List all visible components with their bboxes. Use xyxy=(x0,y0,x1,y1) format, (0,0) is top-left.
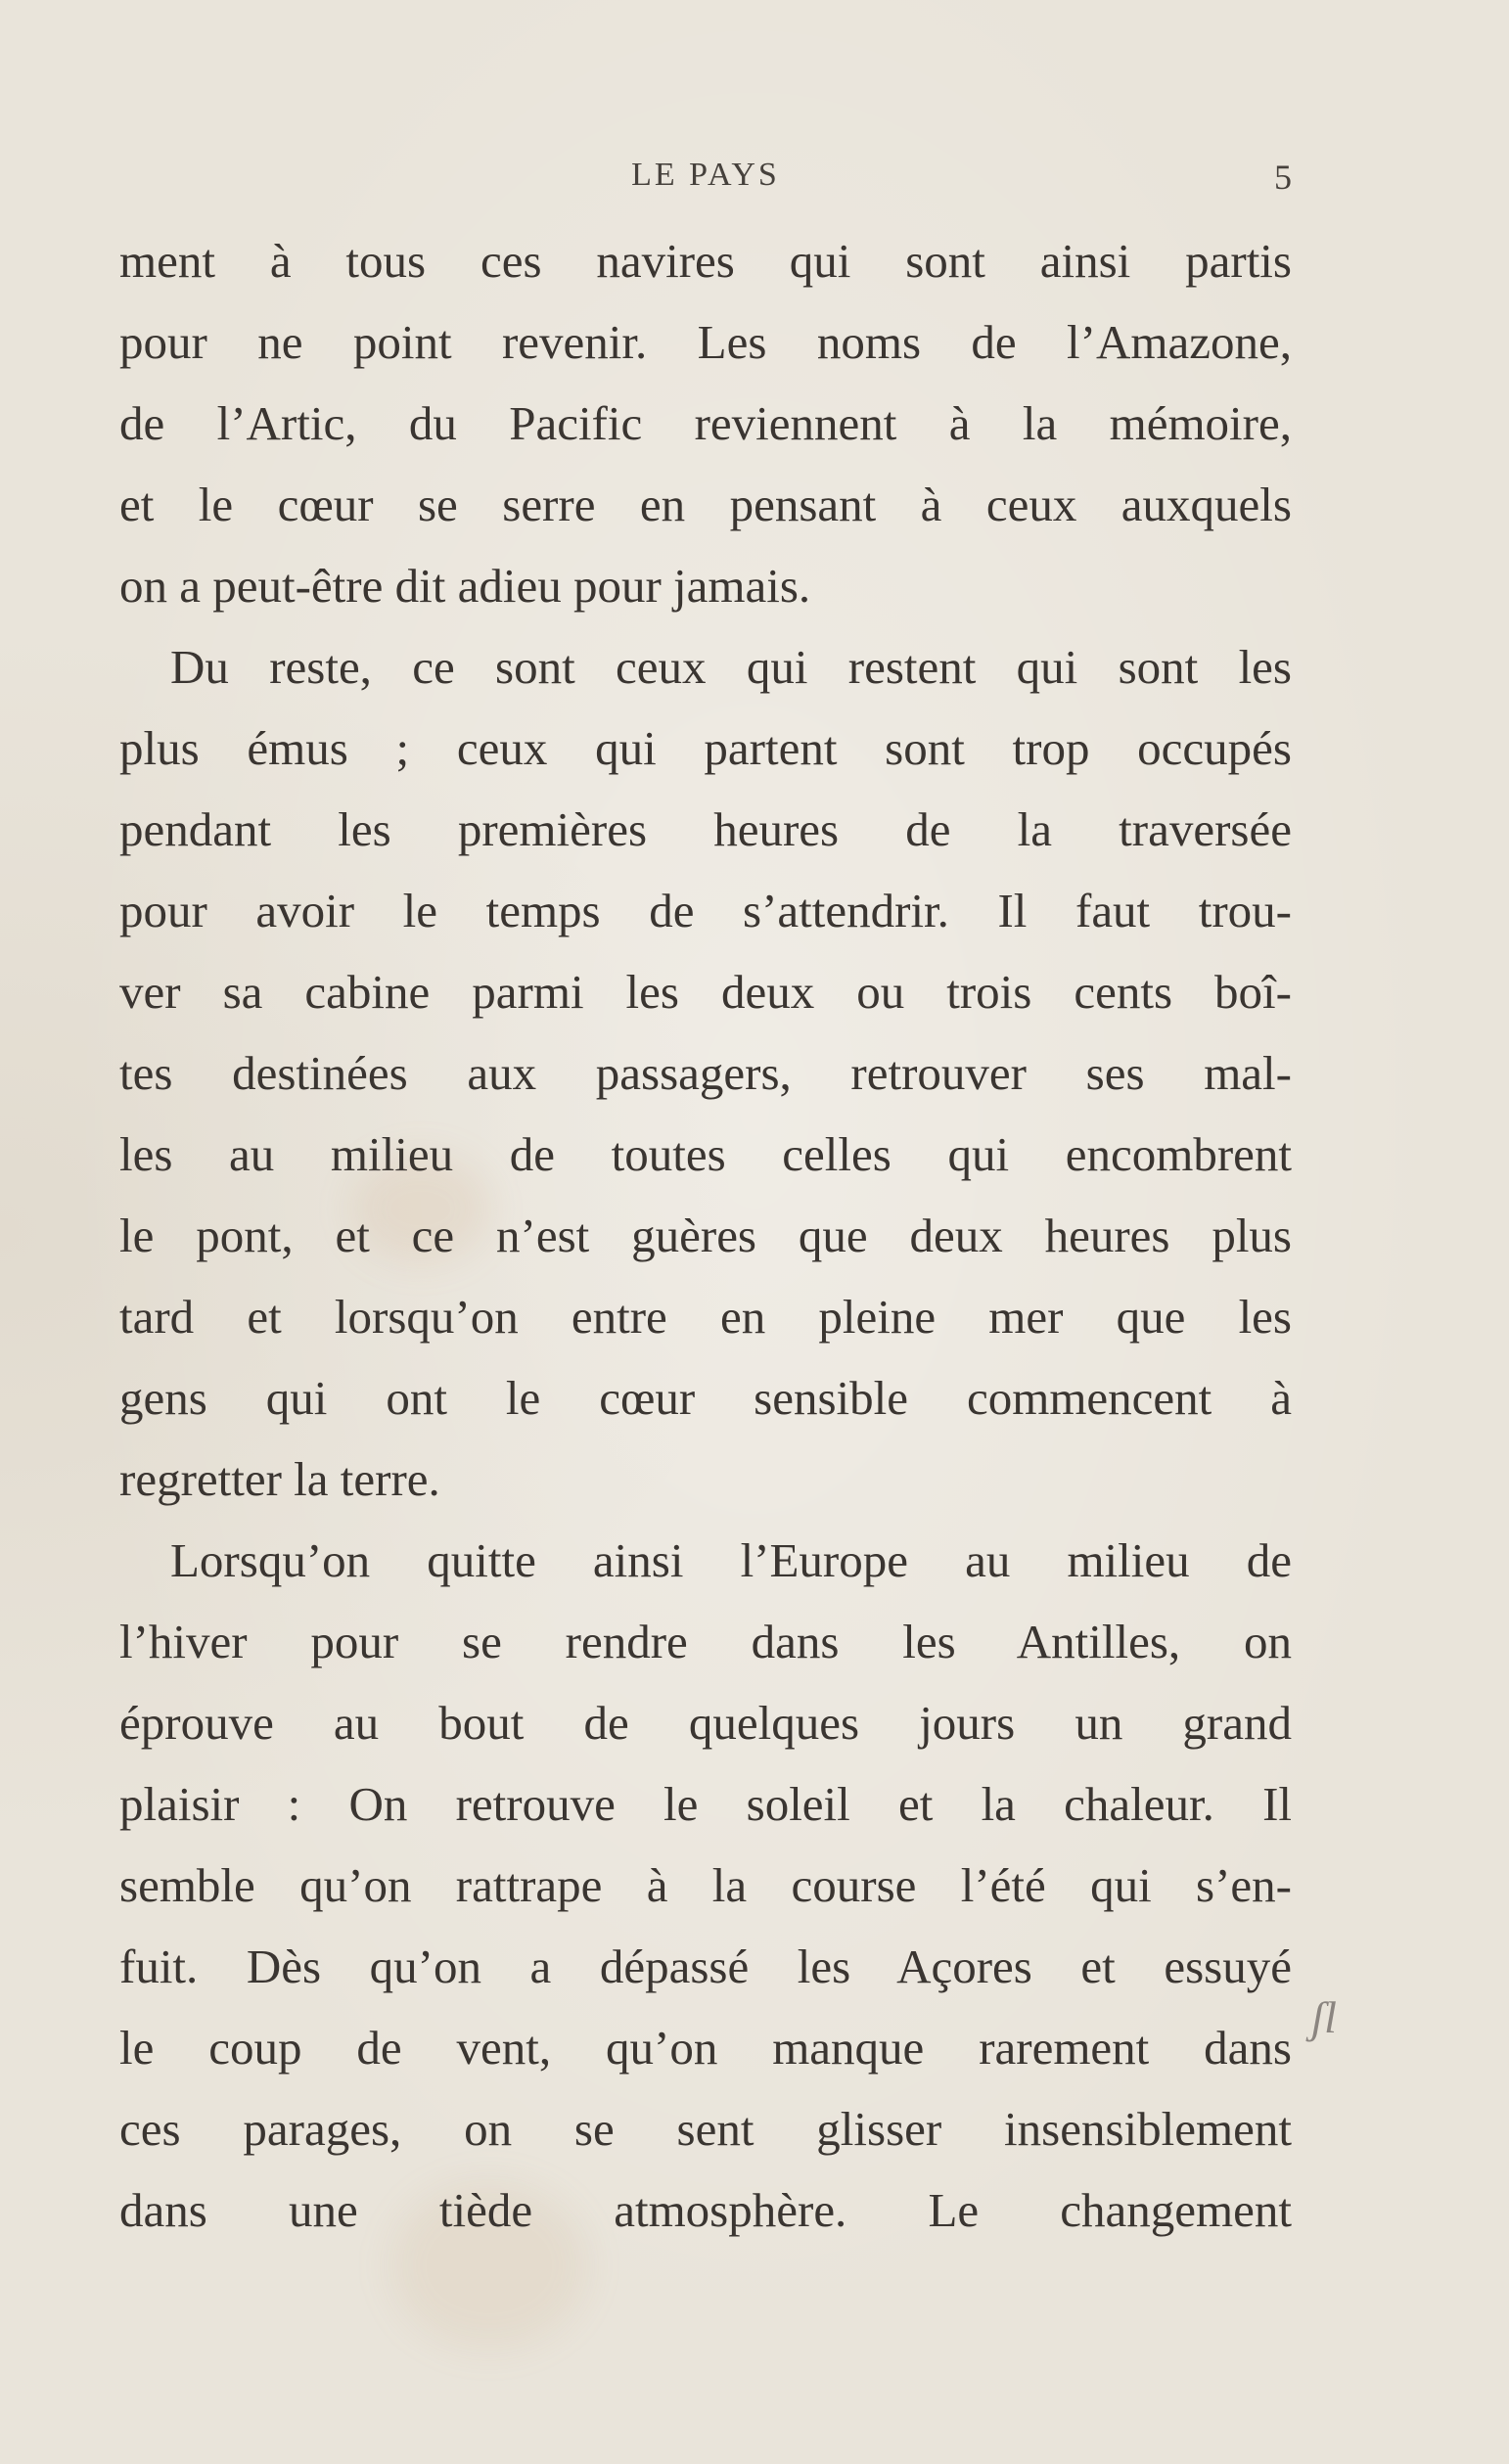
text-line: et le cœur se serre en pensant à ceux auxquels xyxy=(119,478,1292,531)
text-line: tard et lorsqu’on entre en pleine mer que les xyxy=(119,1290,1292,1344)
text-line: pour ne point revenir. Les noms de l’Amazone, xyxy=(119,315,1292,369)
body-text xyxy=(119,220,1292,2251)
page-number: 5 xyxy=(1274,158,1292,197)
text-line: tes destinées aux passagers, retrouver ses mal- xyxy=(119,1046,1292,1100)
text-line: plus émus ; ceux qui partent sont trop occupés xyxy=(119,721,1292,775)
page-header xyxy=(119,157,1292,205)
text-line: pendant les premières heures de la traversée xyxy=(119,802,1292,856)
text-line: Lorsqu’on quitte ainsi l’Europe au milieu de xyxy=(170,1533,1292,1587)
text-line: ment à tous ces navires qui sont ainsi partis xyxy=(119,234,1292,288)
text-line: les au milieu de toutes celles qui encombrent xyxy=(119,1127,1292,1181)
text-line: le pont, et ce n’est guères que deux heures plus xyxy=(119,1209,1292,1262)
text-line: de l’Artic, du Pacific reviennent à la mémoire, xyxy=(119,396,1292,450)
text-line: ver sa cabine parmi les deux ou trois cents boî- xyxy=(119,965,1292,1019)
text-line: on a peut-être dit adieu pour jamais. xyxy=(119,559,811,613)
text-line: fuit. Dès qu’on a dépassé les Açores et essuyé xyxy=(119,1939,1292,1993)
text-line: plaisir : On retrouve le soleil et la chaleur. Il xyxy=(119,1777,1292,1831)
running-title: LE PAYS xyxy=(631,157,780,193)
text-line: regretter la terre. xyxy=(119,1452,440,1506)
text-line: éprouve au bout de quelques jours un grand xyxy=(119,1696,1292,1750)
text-line: ces parages, on se sent glisser insensiblement xyxy=(119,2102,1292,2156)
text-line: semble qu’on rattrape à la course l’été qui s’en- xyxy=(119,1858,1292,1912)
margin-annotation: ʃl xyxy=(1311,1992,1337,2042)
text-line: l’hiver pour se rendre dans les Antilles, on xyxy=(119,1615,1292,1668)
text-line: Du reste, ce sont ceux qui restent qui sont les xyxy=(170,640,1292,694)
text-line: gens qui ont le cœur sensible commencent à xyxy=(119,1371,1292,1425)
text-line: pour avoir le temps de s’attendrir. Il faut trou- xyxy=(119,884,1292,937)
text-line: dans une tiède atmosphère. Le changement xyxy=(119,2183,1292,2237)
text-line: le coup de vent, qu’on manque rarement dans xyxy=(119,2021,1292,2075)
